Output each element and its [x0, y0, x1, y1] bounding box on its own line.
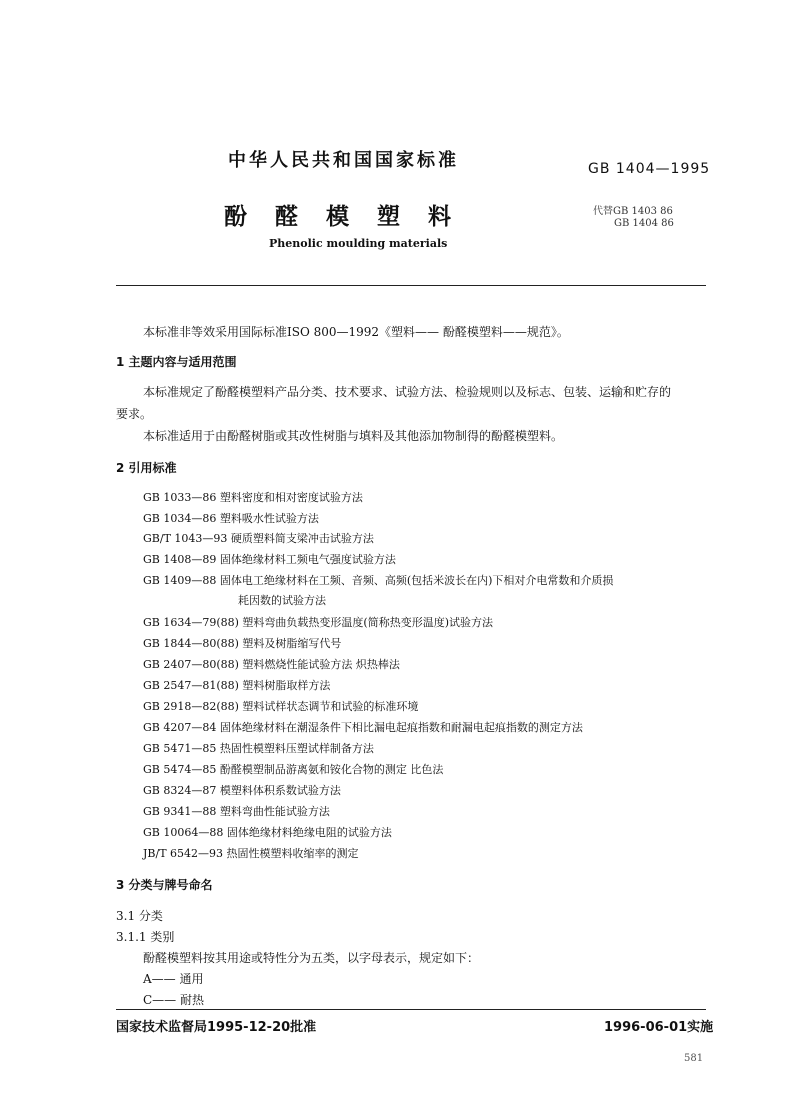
section-3-paragraph: 酚醛模塑料按其用途或特性分为五类，以字母表示，规定如下：	[143, 951, 480, 965]
ref-item: GB 5471—85 热固性模塑料压塑试样制备方法	[143, 742, 374, 755]
ref-item: GB 2407—80(88) 塑料燃烧性能试验方法 炽热棒法	[143, 658, 400, 671]
ref-item: GB 1634—79(88) 塑料弯曲负载热变形温度(简称热变形温度)试验方法	[143, 616, 494, 629]
section-3-heading: 3 分类与牌号命名	[116, 878, 213, 892]
ref-item: GB 2918—82(88) 塑料试样状态调节和试验的标准环境	[143, 700, 419, 713]
ref-item: GB 2547—81(88) 塑料树脂取样方法	[143, 679, 331, 692]
standard-header: 中华人民共和国国家标准	[228, 150, 459, 171]
ref-item: GB 4207—84 固体绝缘材料在潮湿条件下相比漏电起痕指数和耐漏电起痕指数的测定方法	[143, 721, 583, 734]
ref-item: JB/T 6542—93 热固性模塑料收缩率的测定	[143, 847, 359, 860]
footer-divider	[116, 1009, 706, 1010]
english-title: Phenolic moulding materials	[269, 237, 448, 250]
replaces-note	[593, 206, 674, 230]
ref-item: GB 1033—86 塑料密度和相对密度试验方法	[143, 491, 363, 504]
section-1-heading: 1 主题内容与适用范围	[116, 355, 237, 369]
section-1-p1-line1: 本标准规定了酚醛模塑料产品分类、技术要求、试验方法、检验规则以及标志、包装、运输和贮存的	[143, 385, 672, 399]
ref-item: GB 1409—88 固体电工绝缘材料在工频、音频、高频(包括米波长在内)下相对介电常数和介质损	[143, 574, 614, 587]
section-3-1-1-heading: 3.1.1 类别	[116, 930, 175, 944]
standard-code: GB 1404—1995	[588, 161, 711, 177]
intro-paragraph: 本标准非等效采用国际标准ISO 800—1992《塑料—— 酚醛模塑料——规范》。	[143, 325, 569, 339]
ref-item: GB 1844—80(88) 塑料及树脂缩写代号	[143, 637, 342, 650]
document-title: 酚醛模塑料	[224, 204, 479, 230]
ref-item: GB 1034—86 塑料吸水性试验方法	[143, 512, 319, 525]
page-number: 581	[684, 1053, 704, 1064]
replaces-line-2: GB 1404 86	[614, 218, 674, 229]
section-3-1-heading: 3.1 分类	[116, 909, 163, 923]
section-1-p1-line2: 要求。	[116, 407, 153, 421]
ref-item: GB 5474—85 酚醛模塑制品游离氨和铵化合物的测定 比色法	[143, 763, 444, 776]
class-item-a: A—— 通用	[143, 972, 204, 986]
section-2-heading: 2 引用标准	[116, 461, 177, 475]
effective-date: 1996-06-01实施	[604, 1020, 714, 1035]
ref-item: GB 1408—89 固体绝缘材料工频电气强度试验方法	[143, 553, 396, 566]
ref-item: GB 10064—88 固体绝缘材料绝缘电阻的试验方法	[143, 826, 392, 839]
ref-item: GB/T 1043—93 硬质塑料简支梁冲击试验方法	[143, 532, 374, 545]
replaces-line-1: 代替GB 1403 86	[593, 206, 673, 217]
class-item-c: C—— 耐热	[143, 993, 204, 1007]
ref-item-continuation: 耗因数的试验方法	[238, 594, 326, 607]
top-divider	[116, 285, 706, 286]
section-1-p2: 本标准适用于由酚醛树脂或其改性树脂与填料及其他添加物制得的酚醛模塑料。	[143, 429, 564, 443]
ref-item: GB 9341—88 塑料弯曲性能试验方法	[143, 805, 330, 818]
ref-item: GB 8324—87 模塑料体积系数试验方法	[143, 784, 341, 797]
approval-date: 国家技术监督局1995-12-20批准	[116, 1020, 317, 1035]
